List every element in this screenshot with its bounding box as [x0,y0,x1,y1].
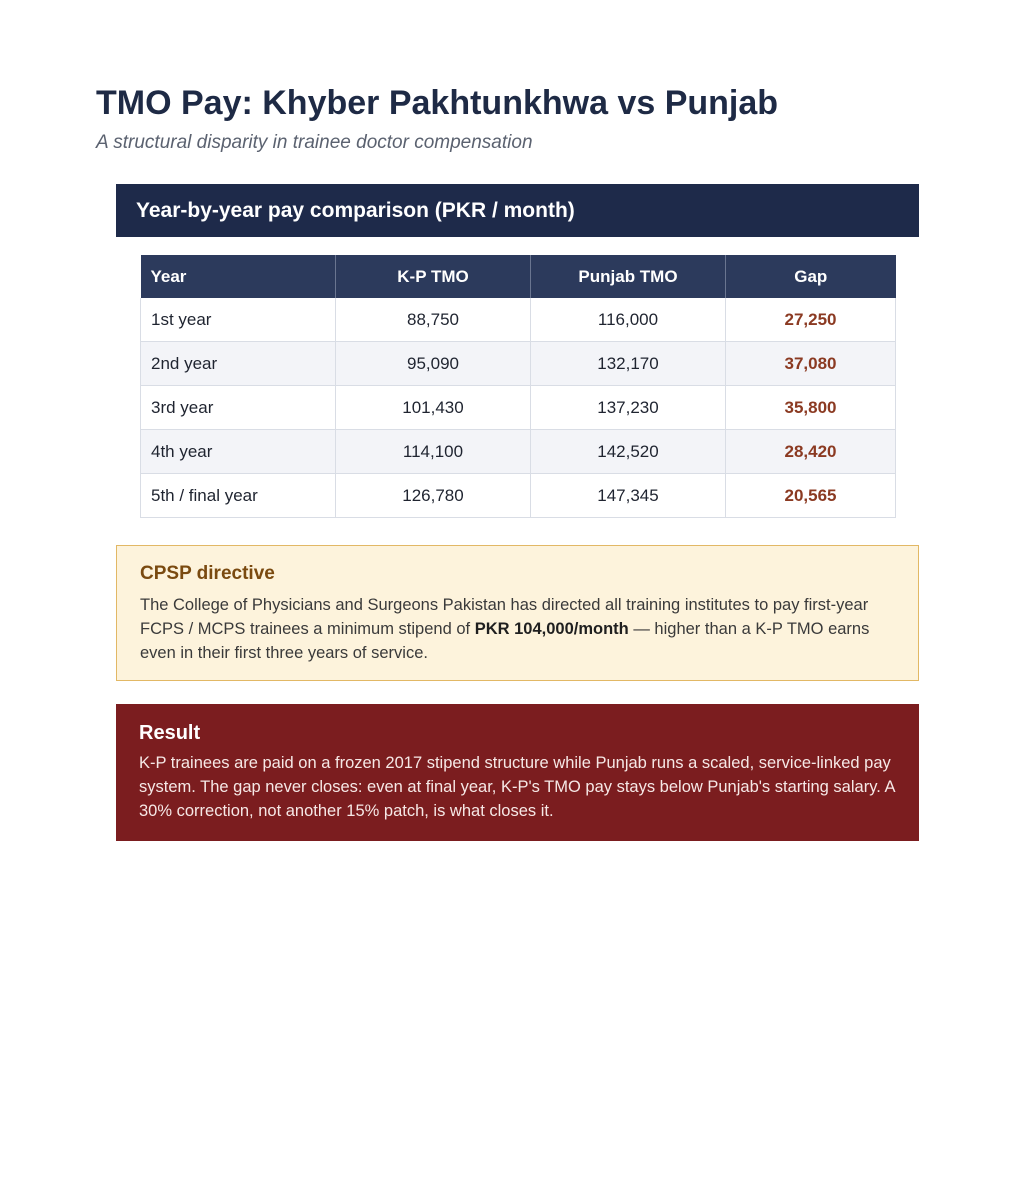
cpsp-text-after: — higher than a K-P TMO earns even in their first three years of service. [140,620,870,662]
cpsp-directive-title: CPSP directive [140,563,275,584]
table-row [141,474,896,518]
punjab-tmo-cell: 137,230 [531,386,726,430]
year-cell: 5th / final year [141,474,336,518]
cpsp-directive-callout [116,545,919,681]
gap-cell: 35,800 [726,386,896,430]
column-header-punjab-tmo: Punjab TMO [531,255,726,298]
gap-cell: 28,420 [726,430,896,474]
punjab-tmo-cell: 116,000 [531,298,726,342]
page-subtitle: A structural disparity in trainee doctor compensation [96,132,533,153]
column-header-year: Year [141,255,336,298]
gap-cell: 20,565 [726,474,896,518]
result-callout [116,704,919,841]
year-cell: 4th year [141,430,336,474]
kp-tmo-cell: 101,430 [336,386,531,430]
column-header-kp-tmo: K-P TMO [336,255,531,298]
punjab-tmo-cell: 132,170 [531,342,726,386]
cpsp-stipend-highlight: PKR 104,000/month [474,620,629,638]
year-cell: 1st year [141,298,336,342]
year-cell: 3rd year [141,386,336,430]
result-text: K-P trainees are paid on a frozen 2017 stipend structure while Punjab runs a scaled, service-linked pay system. The gap never closes: even at final year, K-P's TMO pay stays below Punjab's starting salary. A 30% correction, not another 15% patch, is what closes it. [139,754,895,820]
section-title: Year-by-year pay comparison (PKR / month) [136,198,575,222]
section-banner [116,184,919,237]
punjab-tmo-cell: 142,520 [531,430,726,474]
gap-cell: 27,250 [726,298,896,342]
table-row [141,298,896,342]
cpsp-directive-text [140,593,896,665]
cpsp-text-before: The College of Physicians and Surgeons Pakistan has directed all training institutes to pay first-year FCPS / MCPS trainees a minimum stipend of [140,596,869,638]
table-header-row [141,255,896,298]
page-title: TMO Pay: Khyber Pakhtunkhwa vs Punjab [96,84,779,122]
year-cell: 2nd year [141,342,336,386]
punjab-tmo-cell: 147,345 [531,474,726,518]
result-title: Result [139,722,201,744]
column-header-gap: Gap [726,255,896,298]
pay-comparison-table [140,255,896,518]
kp-tmo-cell: 88,750 [336,298,531,342]
kp-tmo-cell: 126,780 [336,474,531,518]
kp-tmo-cell: 114,100 [336,430,531,474]
gap-cell: 37,080 [726,342,896,386]
table-row [141,342,896,386]
table-row [141,430,896,474]
table-row [141,386,896,430]
kp-tmo-cell: 95,090 [336,342,531,386]
